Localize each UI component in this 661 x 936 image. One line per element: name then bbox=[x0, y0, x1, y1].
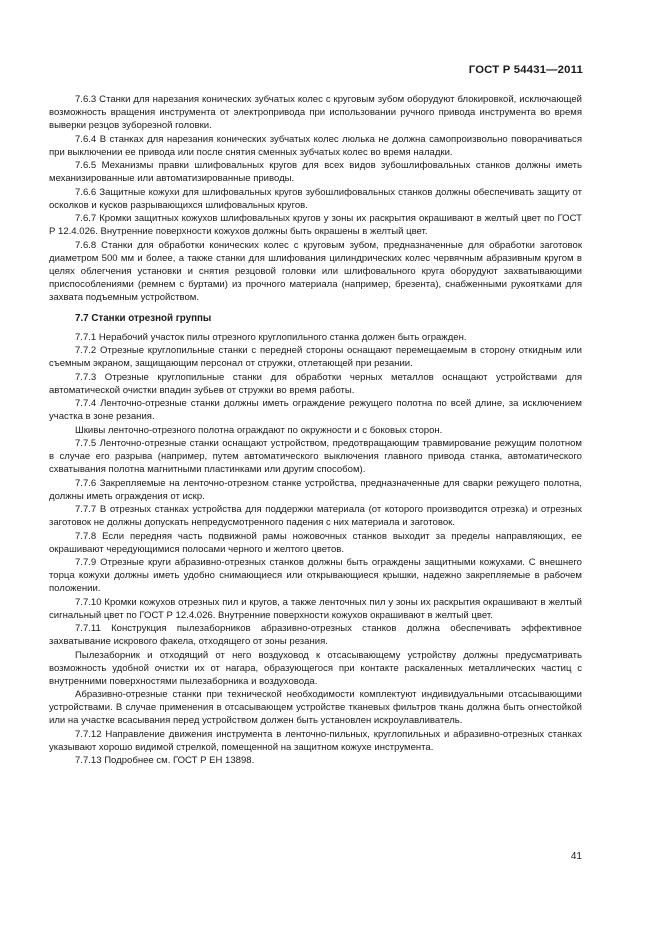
paragraph-7-6-4: 7.6.4 В станках для нарезания конических зубчатых колес люлька не должна самопроизвольно поворачиваться при выключении ее привода или после снятия сменных зубчатых колес во время наладки. bbox=[49, 133, 582, 158]
page-body bbox=[49, 93, 582, 768]
paragraph-7-7-10: 7.7.10 Кромки кожухов отрезных пил и кругов, а также ленточных пил у зоны их раскрытия окрашивают в желтый сигнальный цвет по ГОСТ Р 12.4.026. Внутренние поверхности кожухов окрашивают в желтый цвет. bbox=[49, 596, 582, 621]
paragraph-7-7-7: 7.7.7 В отрезных станках устройства для поддержки материала (от которого производится отрезка) и отрезных заготовок не должны допускать непредусмотренного падения с них материала и заготовок. bbox=[49, 504, 582, 528]
paragraph-7-7-11-dust-collector: Пылезаборник и отходящий от него воздуховод к отсасывающему устройству должны предусматривать возможность удобной очистки их от нагара, образующегося при контакте раскаленных металлических частиц с внутренними поверхностями пылезаборника и воздуховода. bbox=[49, 649, 582, 687]
paragraph-7-7-3: 7.7.3 Отрезные круглопильные станки для обработки черных металлов оснащают устройствами для автоматической очистки впадин зубьев от стружки во время работы. bbox=[49, 371, 582, 396]
paragraph-7-7-5: 7.7.5 Ленточно-отрезные станки оснащают устройством, предотвращающим травмирование режущим полотном в случае его разрыва (например, путем автоматического выключения главного привода станка, автоматического схватывания полотна магнитными пластинками или другим способом). bbox=[49, 438, 582, 475]
page-number: 41 bbox=[570, 851, 582, 862]
document-id: ГОСТ Р 54431—2011 bbox=[468, 64, 583, 76]
paragraph-7-7-4: 7.7.4 Ленточно-отрезные станки должны иметь ограждение режущего полотна по всей длине, за исключением участка в зоне резания. bbox=[49, 398, 582, 422]
paragraph-7-7-6: 7.7.6 Закрепляемые на ленточно-отрезном станке устройства, предназначенные для сварки режущего полотна, должны иметь ограждения от искр. bbox=[49, 477, 582, 502]
paragraph-7-7-9: 7.7.9 Отрезные круги абразивно-отрезных станков должны быть ограждены защитными кожухами. С внешнего торца кожухи должны иметь удобно снимающиеся или открывающиеся крышки, надежно закрепляемые в рабочем положении. bbox=[49, 557, 582, 594]
paragraph-7-7-12: 7.7.12 Направление движения инструмента в ленточно-пильных, круглопильных и абразивно-отрезных станках указывают хорошо видимой стрелкой, помещенной на защитном кожухе инструмента. bbox=[49, 728, 582, 753]
paragraph-7-7-2: 7.7.2 Отрезные круглопильные станки с передней стороны оснащают перемещаемым в сторону откидным или съемным экраном, защищающим персонал от стружки, отлетающей при резании. bbox=[49, 345, 582, 369]
paragraph-7-7-1: 7.7.1 Нерабочий участок пилы отрезного круглопильного станка должен быть огражден. bbox=[75, 331, 467, 343]
paragraph-7-7-11-suction: Абразивно-отрезные станки при технической необходимости комплектуют индивидуальными отсасывающими устройствами. В случае применения в отсасывающем устройстве тканевых фильтров ткань должна быть огнестойкой или на участке всасывания перед устройством должен быть установлен искроулавливатель. bbox=[49, 689, 582, 726]
paragraph-7-6-3: 7.6.3 Станки для нарезания конических зубчатых колес с круговым зубом оборудуют блокировкой, исключающей возможность вращения инструмента от электропривода при использовании ручного привода инструмента во время выверки резцов зуборезной головки. bbox=[49, 94, 582, 131]
paragraph-7-6-6: 7.6.6 Защитные кожухи для шлифовальных кругов зубошлифовальных станков должны обеспечивать защиту от осколков и кусков разрывающихся шлифовальных кругов. bbox=[49, 186, 582, 211]
paragraph-7-7-11: 7.7.11 Конструкция пылезаборников абразивно-отрезных станков должна обеспечивать эффективное захватывание искрового факела, отходящего от зоны резания. bbox=[49, 623, 582, 647]
paragraph-7-7-13: 7.7.13 Подробнее см. ГОСТ Р ЕН 13898. bbox=[75, 755, 255, 766]
paragraph-7-6-8: 7.6.8 Станки для обработки конических колес с круговым зубом, предназначенные для обработки заготовок диаметром 500 мм и более, а также станки для шлифования цилиндрических колес червячным абразивным кругом в целях облегчения установки и снятия резцовой головки или шлифовального круга оборудуют захватывающими приспособлениями (ремнем с буртами) из прочного материала (например, брезента), снабженными рукоятками для захвата подъемным устройством. bbox=[49, 239, 582, 303]
section-heading: 7.7 Станки отрезной группы bbox=[75, 312, 212, 324]
paragraph-7-7-8: 7.7.8 Если передняя часть подвижной рамы ножовочных станков выходит за пределы направляющих, ее окрашивают чередующимися полосами черного и желтого цветов. bbox=[49, 530, 582, 555]
paragraph-7-7-4-pulleys: Шкивы ленточно-отрезного полотна ограждают по окружности и с боковых сторон. bbox=[75, 424, 443, 436]
paragraph-7-6-7: 7.6.7 Кромки защитных кожухов шлифовальных кругов у зоны их раскрытия окрашивают в желтый цвет по ГОСТ Р 12.4.026. Внутренние поверхности кожухов должны быть окрашены в желтый цвет. bbox=[49, 213, 582, 237]
paragraph-7-6-5: 7.6.5 Механизмы правки шлифовальных кругов для всех видов зубошлифовальных станков должны иметь механизированные или автоматизированные приводы. bbox=[49, 160, 582, 184]
